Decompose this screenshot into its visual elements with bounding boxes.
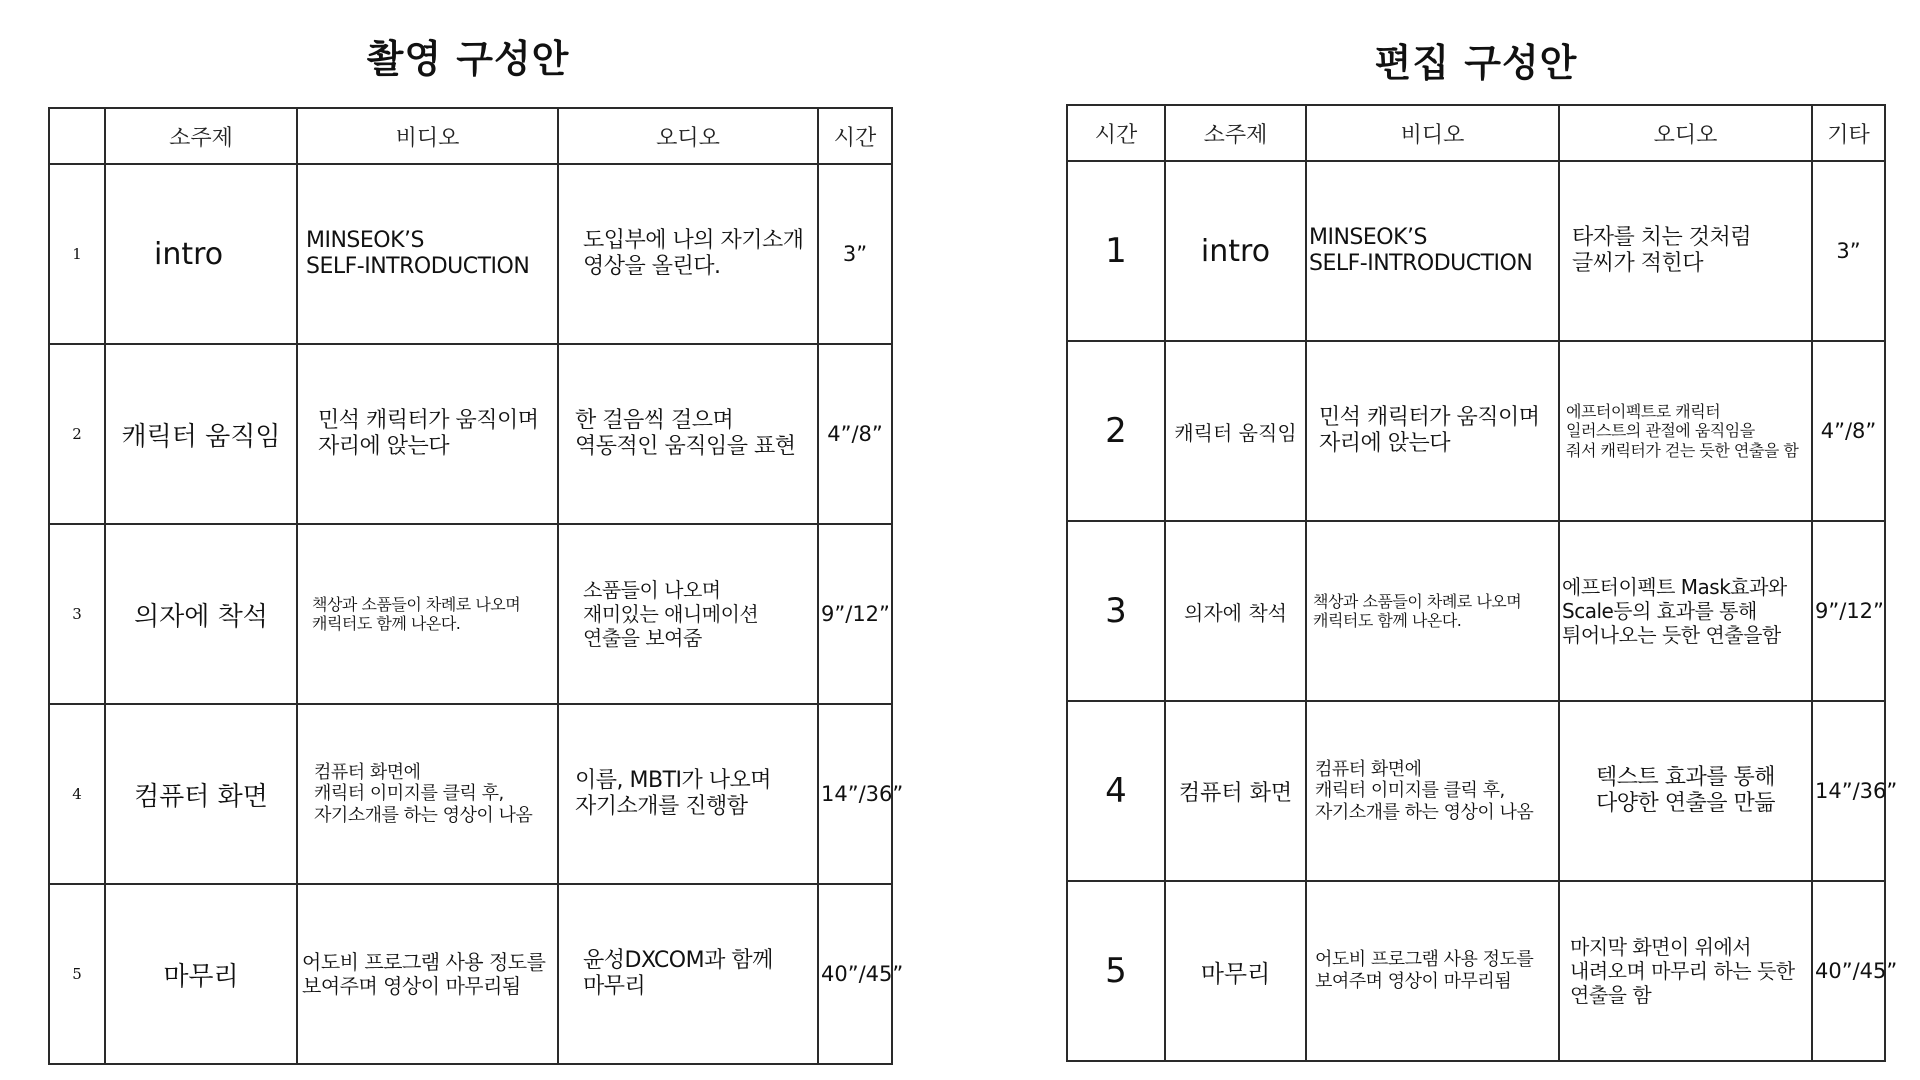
header-time: 시간	[1067, 105, 1165, 161]
row-audio: 이름, MBTI가 나오며 자기소개를 진행함	[558, 704, 818, 884]
table-row	[1067, 521, 1885, 701]
table-row	[1067, 161, 1885, 341]
table-row	[49, 164, 892, 344]
row-time: 4”/8”	[818, 344, 892, 524]
table-row	[1067, 341, 1885, 521]
row-etc: 9”/12”	[1812, 521, 1885, 701]
row-audio: 도입부에 나의 자기소개 영상을 올린다.	[558, 164, 818, 344]
table-row	[49, 344, 892, 524]
row-etc: 40”/45”	[1812, 881, 1885, 1061]
row-audio: 한 걸음씩 걸으며 역동적인 움직임을 표현	[558, 344, 818, 524]
row-audio: 타자를 치는 것처럼 글씨가 적힌다	[1559, 161, 1812, 341]
header-topic: 소주제	[1165, 105, 1306, 161]
header-blank	[49, 108, 105, 164]
header-time: 시간	[818, 108, 892, 164]
row-etc: 4”/8”	[1812, 341, 1885, 521]
row-number: 5	[49, 884, 105, 1064]
row-audio: 텍스트 효과를 통해 다양한 연출을 만듦	[1559, 701, 1812, 881]
table-row	[1067, 881, 1885, 1061]
row-video: 어도비 프로그램 사용 정도를 보여주며 영상이 마무리됨	[1306, 881, 1559, 1061]
row-time: 40”/45”	[818, 884, 892, 1064]
row-number: 4	[1067, 701, 1165, 881]
header-topic: 소주제	[105, 108, 297, 164]
row-video: MINSEOK’S SELF-INTRODUCTION	[1306, 161, 1559, 341]
table-row	[49, 524, 892, 704]
row-video: 민석 캐릭터가 움직이며 자리에 앉는다	[1306, 341, 1559, 521]
row-topic: 컴퓨터 화면	[1165, 701, 1306, 881]
row-time: 9”/12”	[818, 524, 892, 704]
row-topic: 의자에 착석	[105, 524, 297, 704]
row-audio: 소품들이 나오며 재미있는 애니메이션 연출을 보여줌	[558, 524, 818, 704]
row-video: 컴퓨터 화면에 캐릭터 이미지를 클릭 후, 자기소개를 하는 영상이 나옴	[1306, 701, 1559, 881]
row-time: 14”/36”	[818, 704, 892, 884]
row-video: 책상과 소품들이 차례로 나오며 캐릭터도 함께 나온다.	[1306, 521, 1559, 701]
row-number: 3	[49, 524, 105, 704]
row-video: 책상과 소품들이 차례로 나오며 캐릭터도 함께 나온다.	[297, 524, 558, 704]
header-video: 비디오	[1306, 105, 1559, 161]
header-audio: 오디오	[1559, 105, 1812, 161]
row-topic: intro	[105, 164, 297, 344]
header-video: 비디오	[297, 108, 558, 164]
row-topic: 마무리	[1165, 881, 1306, 1061]
table-row	[49, 704, 892, 884]
row-number: 1	[49, 164, 105, 344]
row-video: 어도비 프로그램 사용 정도를 보여주며 영상이 마무리됨	[297, 884, 558, 1064]
row-number: 1	[1067, 161, 1165, 341]
header-audio: 오디오	[558, 108, 818, 164]
row-audio: 에프터이펙트로 캐릭터 일러스트의 관절에 움직임을 줘서 캐릭터가 걷는 듯한 연출을 함	[1559, 341, 1812, 521]
table-row	[49, 884, 892, 1064]
row-video: 민석 캐릭터가 움직이며 자리에 앉는다	[297, 344, 558, 524]
row-topic: 마무리	[105, 884, 297, 1064]
row-topic: 컴퓨터 화면	[105, 704, 297, 884]
shoot-plan-title: 촬영 구성안	[366, 37, 570, 81]
row-number: 4	[49, 704, 105, 884]
edit-plan-title: 편집 구성안	[1374, 41, 1578, 85]
table-header-row	[49, 108, 892, 164]
row-video: 컴퓨터 화면에 캐릭터 이미지를 클릭 후, 자기소개를 하는 영상이 나옴	[297, 704, 558, 884]
header-etc: 기타	[1812, 105, 1885, 161]
row-audio: 윤성DXCOM과 함께 마무리	[558, 884, 818, 1064]
table-header-row	[1067, 105, 1885, 161]
edit-plan-table	[1066, 104, 1898, 1062]
table-row	[1067, 701, 1885, 881]
row-etc: 3”	[1812, 161, 1885, 341]
row-number: 2	[49, 344, 105, 524]
row-video: MINSEOK’S SELF-INTRODUCTION	[297, 164, 558, 344]
row-topic: 의자에 착석	[1165, 521, 1306, 701]
row-audio: 에프터이펙트 Mask효과와 Scale등의 효과를 통해 튀어나오는 듯한 연출을함	[1559, 521, 1812, 701]
row-number: 5	[1067, 881, 1165, 1061]
row-audio: 마지막 화면이 위에서 내려오며 마무리 하는 듯한 연출을 함	[1559, 881, 1812, 1061]
row-number: 3	[1067, 521, 1165, 701]
row-topic: intro	[1165, 161, 1306, 341]
row-topic: 캐릭터 움직임	[1165, 341, 1306, 521]
row-topic: 캐릭터 움직임	[105, 344, 297, 524]
row-number: 2	[1067, 341, 1165, 521]
row-etc: 14”/36”	[1812, 701, 1885, 881]
row-time: 3”	[818, 164, 892, 344]
shoot-plan-table	[48, 107, 904, 1065]
